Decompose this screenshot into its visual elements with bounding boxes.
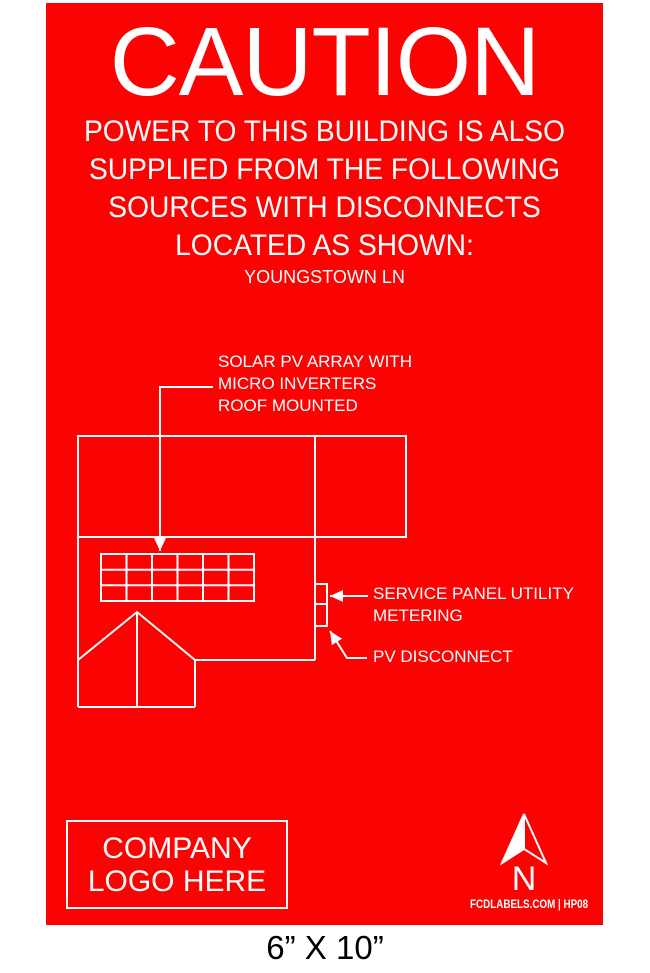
sign-title: CAUTION xyxy=(109,7,540,116)
pv-disconnect-label: PV DISCONNECT xyxy=(373,647,513,666)
solar-array-label xyxy=(218,351,412,417)
north-letter: N xyxy=(511,860,537,898)
leader-line-pv-disconnect xyxy=(330,631,367,658)
logo-placeholder-line: COMPANY xyxy=(102,831,252,865)
size-caption: 6” X 10” xyxy=(266,929,384,966)
solar-array-grid xyxy=(101,554,254,601)
service-panel-label-line: METERING xyxy=(373,606,463,625)
company-logo-placeholder xyxy=(66,820,288,909)
caution-sign xyxy=(46,3,603,925)
footer-brand-text: FCDLABELS.COM | HP08 xyxy=(470,897,589,911)
service-panel-boxes xyxy=(315,584,327,626)
solar-array-label-line: ROOF MOUNTED xyxy=(218,396,358,415)
solar-array-label-line: MICRO INVERTERS xyxy=(218,374,377,393)
warning-line: SOURCES WITH DISCONNECTS xyxy=(108,191,541,224)
warning-line: POWER TO THIS BUILDING IS ALSO xyxy=(83,115,566,148)
leader-line-solar-array xyxy=(160,387,213,551)
service-panel-label xyxy=(373,583,574,627)
street-name: YOUNGSTOWN LN xyxy=(244,267,405,287)
north-arrow-icon xyxy=(502,814,546,863)
warning-line: SUPPLIED FROM THE FOLLOWING xyxy=(88,153,561,186)
logo-placeholder-line: LOGO HERE xyxy=(87,864,267,898)
site-plan-diagram xyxy=(46,3,603,925)
service-panel-label-line: SERVICE PANEL UTILITY xyxy=(373,584,574,603)
solar-array-label-line: SOLAR PV ARRAY WITH xyxy=(218,352,412,371)
warning-line: LOCATED AS SHOWN: xyxy=(175,229,474,262)
